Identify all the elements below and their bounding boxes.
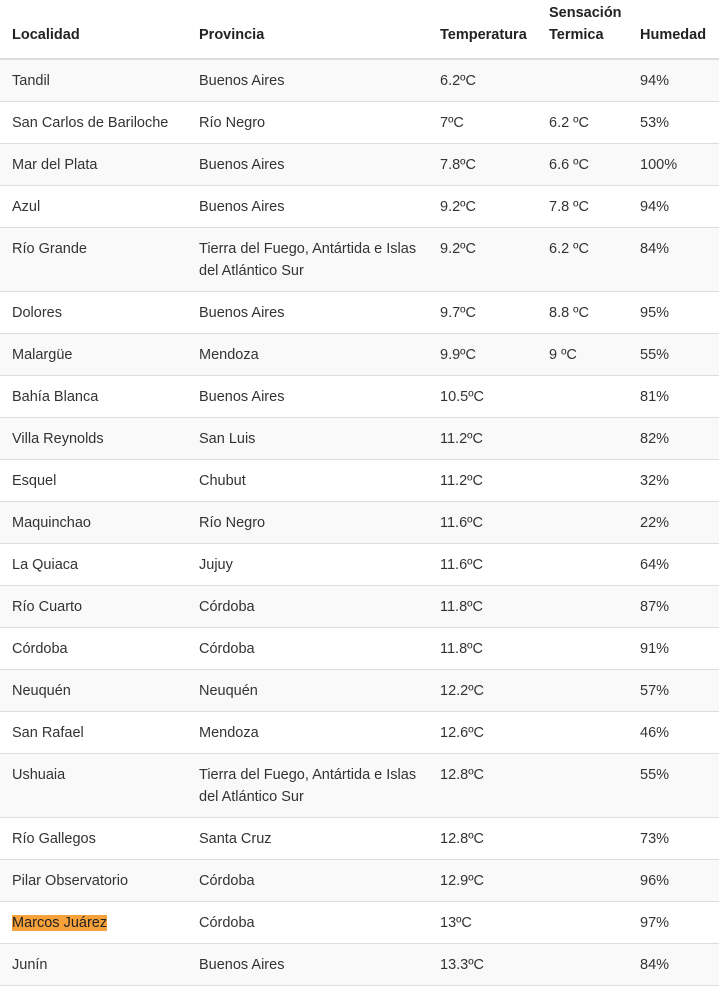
cell-humidity: 91% bbox=[628, 628, 719, 670]
header-locality: Localidad bbox=[0, 0, 187, 59]
table-row bbox=[0, 144, 719, 186]
cell-locality: San Carlos de Bariloche bbox=[0, 102, 187, 144]
table-row bbox=[0, 628, 719, 670]
cell-province: Río Negro bbox=[187, 102, 428, 144]
table-row bbox=[0, 944, 719, 986]
cell-province: Buenos Aires bbox=[187, 144, 428, 186]
cell-temperature: 12.2ºC bbox=[428, 670, 537, 712]
cell-province: Córdoba bbox=[187, 902, 428, 944]
cell-humidity: 82% bbox=[628, 418, 719, 460]
cell-province: Buenos Aires bbox=[187, 376, 428, 418]
cell-humidity: 97% bbox=[628, 902, 719, 944]
cell-locality bbox=[0, 902, 187, 944]
cell-locality: Malargüe bbox=[0, 334, 187, 376]
table-row bbox=[0, 544, 719, 586]
cell-temperature: 12.9ºC bbox=[428, 860, 537, 902]
header-humidity: Humedad bbox=[628, 0, 719, 59]
cell-locality: Maquinchao bbox=[0, 502, 187, 544]
cell-feels-like: 6.6 ºC bbox=[537, 144, 628, 186]
cell-humidity: 84% bbox=[628, 944, 719, 986]
cell-feels-like: 7.8 ºC bbox=[537, 186, 628, 228]
header-feels-like: Sensación Termica bbox=[537, 0, 628, 59]
table-row bbox=[0, 460, 719, 502]
cell-temperature: 11.6ºC bbox=[428, 544, 537, 586]
cell-feels-like bbox=[537, 502, 628, 544]
cell-temperature: 12.6ºC bbox=[428, 712, 537, 754]
cell-feels-like bbox=[537, 586, 628, 628]
cell-temperature: 9.7ºC bbox=[428, 292, 537, 334]
cell-province: Jujuy bbox=[187, 544, 428, 586]
cell-humidity: 55% bbox=[628, 334, 719, 376]
cell-feels-like bbox=[537, 818, 628, 860]
cell-province: San Luis bbox=[187, 418, 428, 460]
table-row bbox=[0, 292, 719, 334]
cell-humidity: 84% bbox=[628, 228, 719, 292]
cell-locality: San Rafael bbox=[0, 712, 187, 754]
cell-temperature: 11.2ºC bbox=[428, 460, 537, 502]
cell-temperature: 11.8ºC bbox=[428, 586, 537, 628]
table-row bbox=[0, 502, 719, 544]
table-row bbox=[0, 586, 719, 628]
cell-temperature: 10.5ºC bbox=[428, 376, 537, 418]
cell-locality: Tandil bbox=[0, 59, 187, 102]
table-header bbox=[0, 0, 719, 59]
cell-feels-like bbox=[537, 544, 628, 586]
cell-feels-like: 9 ºC bbox=[537, 334, 628, 376]
cell-locality: Esquel bbox=[0, 460, 187, 502]
cell-feels-like bbox=[537, 460, 628, 502]
cell-temperature: 11.6ºC bbox=[428, 502, 537, 544]
table-row bbox=[0, 754, 719, 818]
highlighted-locality: Marcos Juárez bbox=[12, 915, 108, 931]
cell-humidity: 81% bbox=[628, 376, 719, 418]
cell-feels-like bbox=[537, 902, 628, 944]
table-row bbox=[0, 418, 719, 460]
cell-feels-like: 8.8 ºC bbox=[537, 292, 628, 334]
cell-province: Buenos Aires bbox=[187, 292, 428, 334]
cell-temperature: 13.3ºC bbox=[428, 944, 537, 986]
cell-humidity: 94% bbox=[628, 186, 719, 228]
cell-locality: Ushuaia bbox=[0, 754, 187, 818]
cell-locality: Azul bbox=[0, 186, 187, 228]
cell-locality: Junín bbox=[0, 944, 187, 986]
cell-feels-like: 6.2 ºC bbox=[537, 102, 628, 144]
cell-locality: Neuquén bbox=[0, 670, 187, 712]
cell-feels-like bbox=[537, 670, 628, 712]
cell-feels-like bbox=[537, 418, 628, 460]
table-row bbox=[0, 102, 719, 144]
table-row bbox=[0, 334, 719, 376]
cell-humidity: 100% bbox=[628, 144, 719, 186]
cell-humidity: 32% bbox=[628, 460, 719, 502]
cell-feels-like: 6.2 ºC bbox=[537, 228, 628, 292]
table-row bbox=[0, 902, 719, 944]
cell-temperature: 13ºC bbox=[428, 902, 537, 944]
header-province: Provincia bbox=[187, 0, 428, 59]
cell-province: Santa Cruz bbox=[187, 818, 428, 860]
table-row bbox=[0, 376, 719, 418]
cell-province: Córdoba bbox=[187, 860, 428, 902]
cell-feels-like bbox=[537, 754, 628, 818]
cell-locality: Río Cuarto bbox=[0, 586, 187, 628]
cell-temperature: 7.8ºC bbox=[428, 144, 537, 186]
table-row bbox=[0, 186, 719, 228]
cell-humidity: 55% bbox=[628, 754, 719, 818]
cell-humidity: 87% bbox=[628, 586, 719, 628]
cell-province: Neuquén bbox=[187, 670, 428, 712]
table-row bbox=[0, 670, 719, 712]
cell-locality: Dolores bbox=[0, 292, 187, 334]
cell-province: Buenos Aires bbox=[187, 944, 428, 986]
cell-locality: Pilar Observatorio bbox=[0, 860, 187, 902]
cell-humidity: 73% bbox=[628, 818, 719, 860]
table-row bbox=[0, 712, 719, 754]
cell-temperature: 11.2ºC bbox=[428, 418, 537, 460]
cell-feels-like bbox=[537, 628, 628, 670]
cell-feels-like bbox=[537, 376, 628, 418]
cell-province: Córdoba bbox=[187, 586, 428, 628]
cell-humidity: 46% bbox=[628, 712, 719, 754]
cell-locality: Bahía Blanca bbox=[0, 376, 187, 418]
cell-temperature: 9.2ºC bbox=[428, 186, 537, 228]
cell-temperature: 9.2ºC bbox=[428, 228, 537, 292]
cell-humidity: 57% bbox=[628, 670, 719, 712]
cell-province: Tierra del Fuego, Antártida e Islas del Atlántico Sur bbox=[187, 754, 428, 818]
cell-feels-like bbox=[537, 860, 628, 902]
cell-locality: Río Grande bbox=[0, 228, 187, 292]
cell-locality: La Quiaca bbox=[0, 544, 187, 586]
table-row bbox=[0, 228, 719, 292]
cell-temperature: 7ºC bbox=[428, 102, 537, 144]
cell-province: Mendoza bbox=[187, 334, 428, 376]
cell-province: Córdoba bbox=[187, 628, 428, 670]
cell-locality: Río Gallegos bbox=[0, 818, 187, 860]
cell-feels-like bbox=[537, 59, 628, 102]
cell-province: Buenos Aires bbox=[187, 186, 428, 228]
cell-locality: Mar del Plata bbox=[0, 144, 187, 186]
cell-temperature: 12.8ºC bbox=[428, 818, 537, 860]
cell-temperature: 11.8ºC bbox=[428, 628, 537, 670]
cell-province: Buenos Aires bbox=[187, 59, 428, 102]
cell-locality: Villa Reynolds bbox=[0, 418, 187, 460]
header-temperature: Temperatura bbox=[428, 0, 537, 59]
table-row bbox=[0, 818, 719, 860]
cell-locality: Córdoba bbox=[0, 628, 187, 670]
cell-province: Mendoza bbox=[187, 712, 428, 754]
cell-feels-like bbox=[537, 944, 628, 986]
cell-humidity: 53% bbox=[628, 102, 719, 144]
cell-province: Chubut bbox=[187, 460, 428, 502]
table-row bbox=[0, 59, 719, 102]
cell-humidity: 95% bbox=[628, 292, 719, 334]
cell-humidity: 96% bbox=[628, 860, 719, 902]
cell-humidity: 94% bbox=[628, 59, 719, 102]
cell-humidity: 64% bbox=[628, 544, 719, 586]
table-row bbox=[0, 860, 719, 902]
cell-temperature: 12.8ºC bbox=[428, 754, 537, 818]
cell-province: Río Negro bbox=[187, 502, 428, 544]
table-body bbox=[0, 59, 719, 986]
cell-feels-like bbox=[537, 712, 628, 754]
cell-temperature: 9.9ºC bbox=[428, 334, 537, 376]
cell-province: Tierra del Fuego, Antártida e Islas del Atlántico Sur bbox=[187, 228, 428, 292]
header-row bbox=[0, 0, 719, 59]
cell-humidity: 22% bbox=[628, 502, 719, 544]
cell-temperature: 6.2ºC bbox=[428, 59, 537, 102]
